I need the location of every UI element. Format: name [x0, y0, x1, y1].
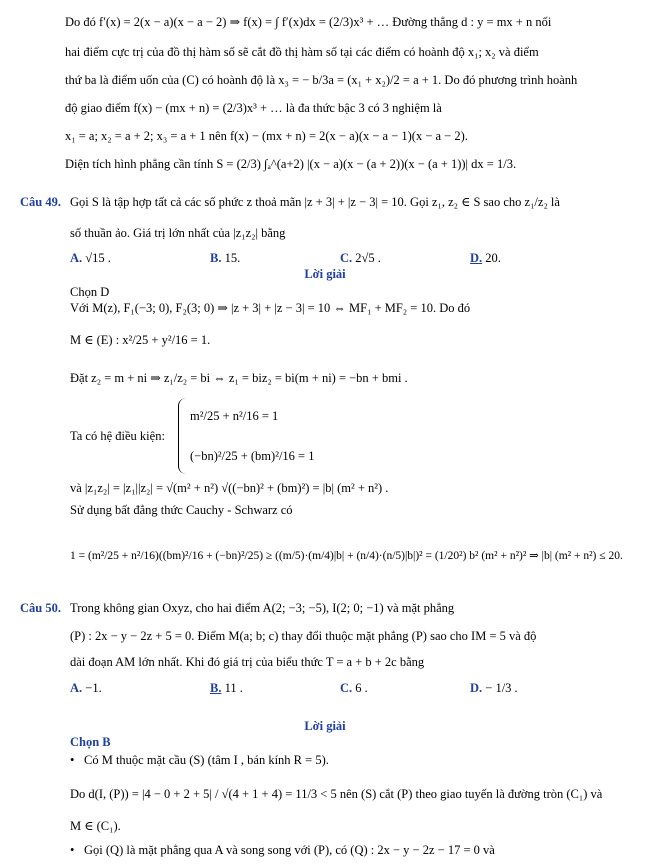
prev-line-5: x₁ = a; x₂ = a + 2; x₃ = a + 1 nên f(x) − (mx + n) = 2(x − a)(x − a − 1)(x − a − 2). — [65, 129, 468, 143]
prev-line-2: hai điểm cực trị của đồ thị hàm số sẽ cắt đồ thị hàm số tại các điểm có hoành độ x₁; x₂ và điểm — [65, 45, 539, 59]
q49-solution-line-6: Sử dụng bất đẳng thức Cauchy - Schwarz có — [70, 503, 293, 517]
q49-chosen: Chọn D — [70, 285, 110, 299]
q49-solution-line-3: Đặt z₂ = m + ni ⇒ z₁/z₂ = bi ⇔ z₁ = biz₂ = bi(m + ni) = −bn + bmi . — [70, 371, 408, 385]
q49-solution-line-2: M ∈ (E) : x²/25 + y²/16 = 1. — [70, 333, 211, 347]
q50-option-a: A. −1. — [70, 681, 102, 695]
question-50-line-1: Trong không gian Oxyz, cho hai điểm A(2; −3; −5), I(2; 0; −1) và mặt phẳng — [70, 601, 455, 615]
q50-solution-line-2: Do d(I, (P)) = |4 − 0 + 2 + 5| / √(4 + 1 + 4) = 11/3 < 5 nên (S) cắt (P) theo giao tuyến là đường tròn (C₁) và — [70, 787, 603, 801]
question-50-label: Câu 50. — [20, 601, 61, 615]
prev-line-3: thứ ba là điểm uốn của (C) có hoành độ là x₃ = − b/3a = (x₁ + x₂)/2 = a + 1. Do đó phương trình hoành — [65, 73, 578, 87]
question-49-label: Câu 49. — [20, 195, 61, 209]
question-49-line-2: số thuần ảo. Giá trị lớn nhất của |z₁z₂| bằng — [70, 226, 286, 240]
q50-solution-line-1: • Có M thuộc mặt cầu (S) (tâm I , bán kính R = 5). — [70, 753, 329, 767]
q49-solution-line-1: Với M(z), F₁(−3; 0), F₂(3; 0) ⇒ |z + 3| + |z − 3| = 10 ⇔ MF₁ + MF₂ = 10. Do đó — [70, 301, 471, 315]
q49-solution-line-5: và |z₁z₂| = |z₁||z₂| = √(m² + n²) √((−bn)² + (bm)²) = |b| (m² + n²) . — [70, 481, 389, 495]
q49-solution-heading: Lời giải — [304, 267, 346, 281]
q49-system-eq-1: m²/25 + n²/16 = 1 — [190, 409, 279, 423]
prev-line-4: độ giao điểm f(x) − (mx + n) = (2/3)x³ + … là đa thức bậc 3 có 3 nghiệm là — [65, 101, 442, 115]
q50-option-b: B. 11 . — [210, 681, 243, 695]
q50-chosen: Chọn B — [70, 735, 111, 749]
q50-solution-line-4: • Gọi (Q) là mặt phẳng qua A và song song với (P), có (Q) : 2x − y − 2z − 17 = 0 và — [70, 843, 495, 857]
bullet-icon: • — [70, 843, 75, 857]
q50-option-d: D. − 1/3 . — [470, 681, 518, 695]
system-brace — [178, 398, 187, 474]
question-50-line-3: dài đoạn AM lớn nhất. Khi đó giá trị của biểu thức T = a + b + 2c bằng — [70, 655, 425, 669]
q49-option-a: A. √15 . — [70, 251, 111, 265]
q49-option-c: C. 2√5 . — [340, 251, 381, 265]
q49-option-d: D. 20. — [470, 251, 501, 265]
q49-system-label: Ta có hệ điều kiện: — [70, 429, 165, 443]
q50-solution-line-3: M ∈ (C₁). — [70, 819, 121, 833]
prev-line-1: Do đó f′(x) = 2(x − a)(x − a − 2) ⇒ f(x) = ∫ f′(x)dx = (2/3)x³ + … Đường thẳng d : y = mx + n nối — [65, 15, 552, 29]
bullet-icon: • — [70, 753, 75, 767]
q49-solution-line-7: 1 = (m²/25 + n²/16)((bm)²/16 + (−bn)²/25) ≥ ((m/5)·(m/4)|b| + (n/4)·(n/5)|b|)² = (1/20²) b² (m² + n²)² ⇒ |b| (m² + n²) ≤ 20. — [70, 550, 623, 562]
question-50-line-2: (P) : 2x − y − 2z + 5 = 0. Điểm M(a; b; c) thay đổi thuộc mặt phẳng (P) sao cho IM = 5 và độ — [70, 629, 537, 643]
q49-system-eq-2: (−bn)²/25 + (bm)²/16 = 1 — [190, 449, 315, 463]
prev-line-6: Diện tích hình phẳng cần tính S = (2/3) ∫ₐ^(a+2) |(x − a)(x − (a + 2))(x − (a + 1))| dx = 1/3. — [65, 157, 517, 171]
q50-option-c: C. 6 . — [340, 681, 368, 695]
question-49-line-1: Gọi S là tập hợp tất cả các số phức z thoả mãn |z + 3| + |z − 3| = 10. Gọi z₁, z₂ ∈ S sao cho z₁/z₂ là — [70, 195, 560, 209]
q49-option-b: B. 15. — [210, 251, 241, 265]
q50-solution-heading: Lời giải — [304, 719, 346, 733]
